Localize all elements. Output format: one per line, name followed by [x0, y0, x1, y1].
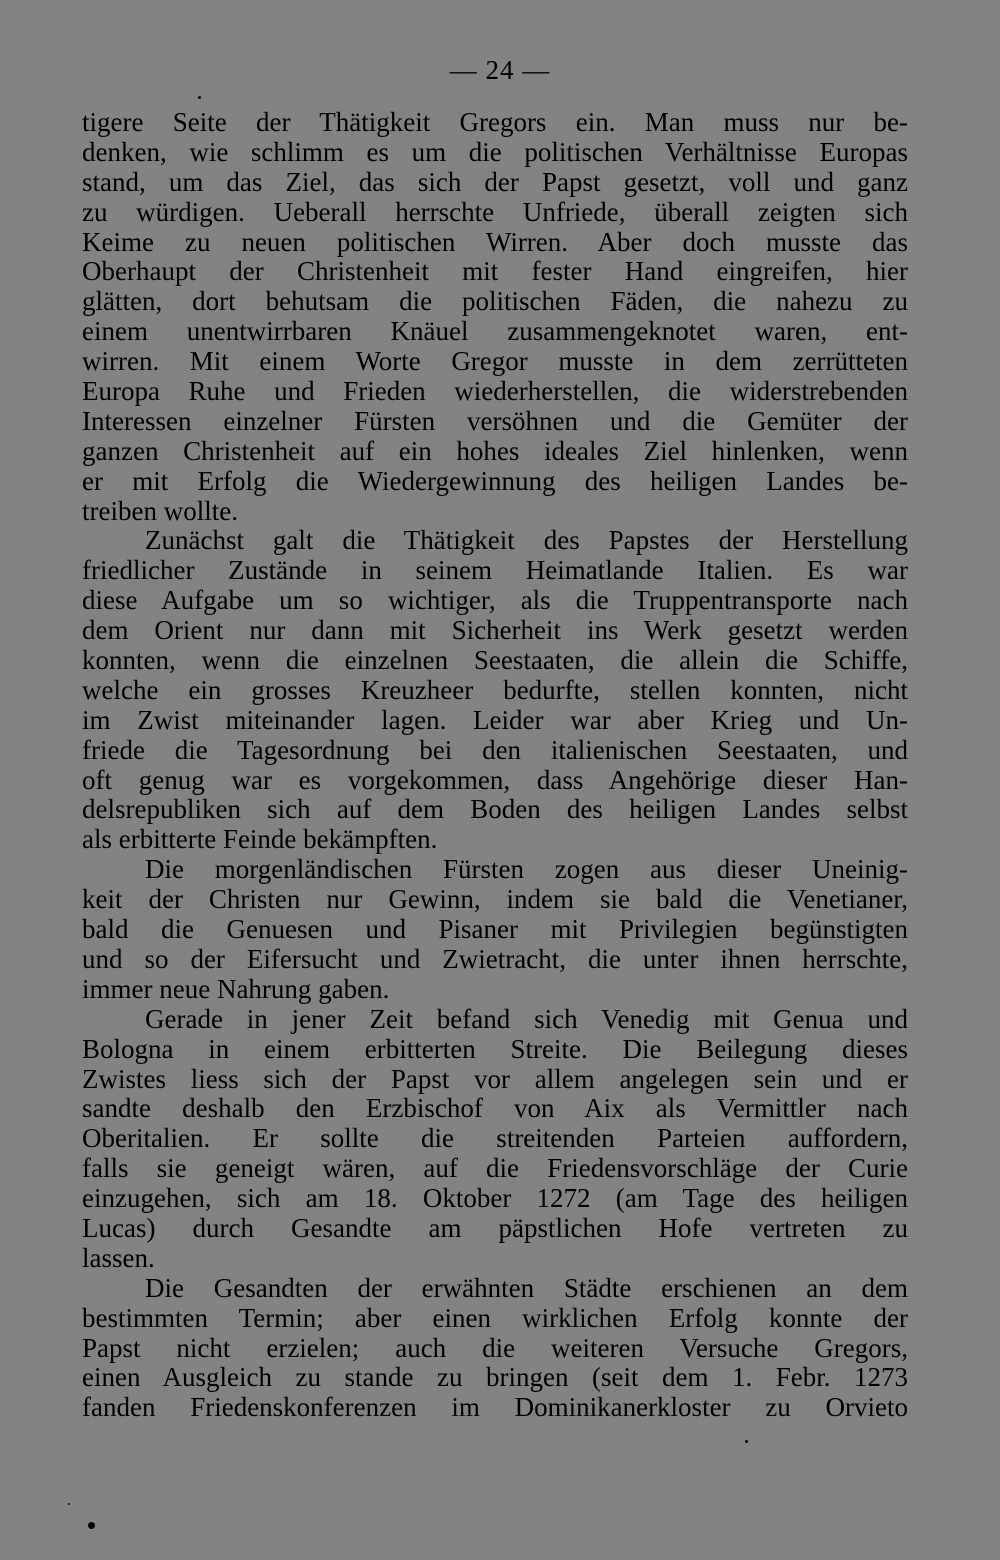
text-line: konnten, wenn die einzelnen Seestaaten, die allein die Schiffe,	[82, 645, 908, 676]
text-line: Interessen einzelner Fürsten versöhnen und die Gemüter der	[82, 405, 908, 436]
text-line: welche ein grosses Kreuzheer bedurfte, stellen konnten, nicht	[82, 674, 908, 705]
text-line: Gerade in jener Zeit befand sich Venedig mit Genua und	[145, 1003, 908, 1034]
page-number: — 24 —	[449, 55, 551, 85]
ink-speck	[745, 1440, 748, 1443]
text-line: Keime zu neuen politischen Wirren. Aber doch musste das	[82, 226, 908, 257]
text-line: Europa Ruhe und Frieden wiederherstellen, die widerstrebenden	[82, 376, 908, 407]
text-line: dem Orient nur dann mit Sicherheit ins Werk gesetzt werden	[82, 615, 908, 646]
text-line: wirren. Mit einem Worte Gregor musste in dem zerrütteten	[82, 346, 908, 377]
text-line: delsrepubliken sich auf dem Boden des heiligen Landes selbst	[82, 794, 908, 825]
text-line: einen Ausgleich zu stande zu bringen (seit dem 1. Febr. 1273	[82, 1362, 908, 1393]
text-line: oft genug war es vorgekommen, dass Angehörige dieser Han-	[82, 764, 908, 795]
ink-speck	[88, 1522, 95, 1529]
text-line: Die morgenländischen Fürsten zogen aus dieser Uneinig-	[145, 854, 908, 885]
text-line: zu würdigen. Ueberall herrschte Unfriede, überall zeigten sich	[82, 196, 908, 227]
text-line: diese Aufgabe um so wichtiger, als die Truppentransporte nach	[82, 585, 908, 616]
text-line: treiben wollte.	[82, 495, 238, 526]
text-line: einem unentwirrbaren Knäuel zusammengeknotet waren, ent-	[82, 316, 908, 347]
text-line: fanden Friedenskonferenzen im Dominikanerkloster zu Orvieto	[82, 1392, 908, 1423]
text-line: stand, um das Ziel, das sich der Papst gesetzt, voll und ganz	[82, 166, 908, 197]
text-line: tigere Seite der Thätigkeit Gregors ein. Man muss nur be-	[82, 107, 908, 137]
text-line: im Zwist miteinander lagen. Leider war aber Krieg und Un-	[82, 704, 908, 735]
text-line: sandte deshalb den Erzbischof von Aix als Vermittler nach	[82, 1093, 908, 1124]
text-line: Zwistes liess sich der Papst vor allem angelegen sein und er	[82, 1063, 908, 1094]
text-line: einzugehen, sich am 18. Oktober 1272 (am Tage des heiligen	[82, 1183, 908, 1214]
body-text	[82, 108, 908, 1423]
text-line: Papst nicht erzielen; auch die weiteren Versuche Gregors,	[82, 1332, 908, 1363]
text-line: glätten, dort behutsam die politischen Fäden, die nahezu zu	[82, 286, 908, 317]
text-line: Die Gesandten der erwähnten Städte erschienen an dem	[145, 1272, 908, 1303]
ink-speck	[198, 96, 201, 99]
text-line: als erbitterte Feinde bekämpften.	[82, 824, 438, 855]
text-line: Lucas) durch Gesandte am päpstlichen Hofe vertreten zu	[82, 1212, 908, 1243]
text-line: er mit Erfolg die Wiedergewinnung des heiligen Landes be-	[82, 465, 908, 496]
text-line: keit der Christen nur Gewinn, indem sie bald die Venetianer,	[82, 884, 908, 915]
text-line: und so der Eifersucht und Zwietracht, die unter ihnen herrschte,	[82, 943, 908, 974]
text-line: friedlicher Zustände in seinem Heimatlande Italien. Es war	[82, 555, 908, 586]
text-line: bald die Genuesen und Pisaner mit Privilegien begünstigten	[82, 914, 908, 945]
text-line: ganzen Christenheit auf ein hohes ideales Ziel hinlenken, wenn	[82, 435, 908, 466]
ink-speck	[68, 1503, 70, 1505]
text-line: bestimmten Termin; aber einen wirklichen Erfolg konnte der	[82, 1302, 908, 1333]
text-line: friede die Tagesordnung bei den italienischen Seestaaten, und	[82, 734, 908, 765]
text-line: Bologna in einem erbitterten Streite. Die Beilegung dieses	[82, 1033, 908, 1064]
text-line: denken, wie schlimm es um die politischen Verhältnisse Europas	[82, 136, 908, 167]
text-line: Zunächst galt die Thätigkeit des Papstes der Herstellung	[145, 525, 908, 556]
text-line: Oberhaupt der Christenheit mit fester Hand eingreifen, hier	[82, 256, 908, 287]
text-line: immer neue Nahrung gaben.	[82, 973, 390, 1004]
text-line: lassen.	[82, 1242, 155, 1273]
text-line: Oberitalien. Er sollte die streitenden Parteien auffordern,	[82, 1123, 908, 1154]
text-line: falls sie geneigt wären, auf die Friedensvorschläge der Curie	[82, 1153, 908, 1184]
